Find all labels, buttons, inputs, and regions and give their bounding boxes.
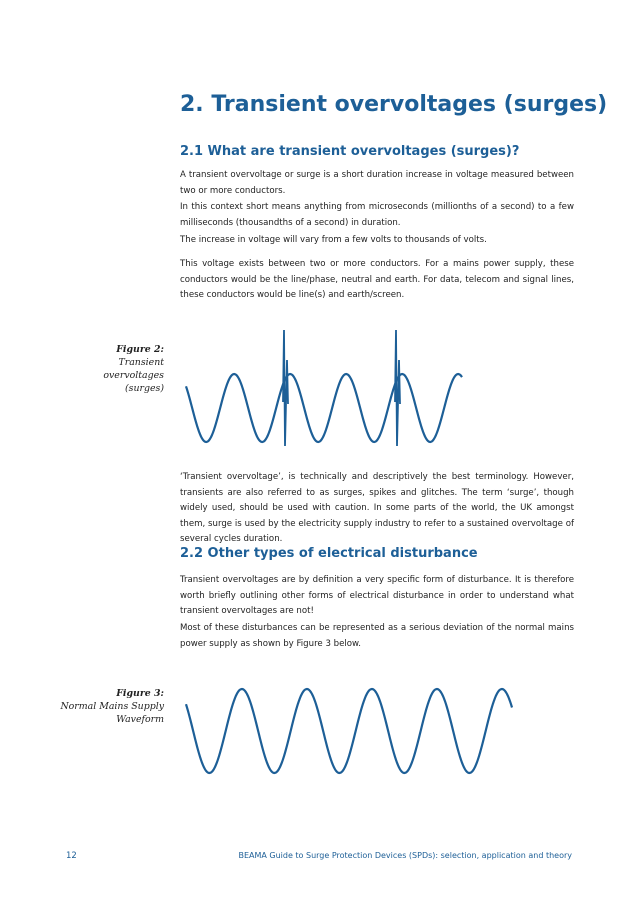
- figure-3-caption-line: Normal Mains Supply: [60, 701, 164, 712]
- figure-3-caption-line: Waveform: [116, 714, 164, 725]
- figure-2-label: Figure 2:: [116, 344, 164, 355]
- page-number: 12: [66, 851, 77, 861]
- figure-2-caption-line: (surges): [124, 383, 164, 394]
- paragraph: This voltage exists between two or more conductors. For a mains power supply, these conductors would be the line/phase, neutral and earth. For data, telecom and signal lines, these conductors would be line(s) and earth/screen.: [180, 259, 574, 300]
- section-2-2-title: 2.2 Other types of electrical disturbance: [180, 546, 478, 561]
- figure-2-caption-line: Transient: [118, 357, 164, 368]
- mains-sine-wave: [186, 689, 512, 773]
- paragraph: A transient overvoltage or surge is a short duration increase in voltage measured between two or more conductors.: [180, 170, 574, 196]
- paragraph: In this context short means anything from microseconds (millionths of a second) to a few milliseconds (thousandths of a second) in duration.: [180, 202, 574, 228]
- figure-3-label: Figure 3:: [116, 688, 164, 699]
- footer-text: BEAMA Guide to Surge Protection Devices (SPDs): selection, application and theory: [238, 851, 572, 860]
- paragraph: Transient overvoltages are by definition a very specific form of disturbance. It is therefore worth briefly outlining other forms of electrical disturbance in order to understand what transient overvoltages are not!: [180, 575, 574, 616]
- paragraph: ‘Transient overvoltage’, is technically and descriptively the best terminology. However, transients are also referred to as surges, spikes and glitches. The term ‘surge’, though widely used, should be used with caution. In some parts of the world, the UK amongst them, surge is used by the electricity supply industry to refer to a sustained overvoltage of several cycles duration.: [180, 472, 574, 544]
- figure-2-caption-line: overvoltages: [103, 370, 164, 381]
- paragraph: The increase in voltage will vary from a few volts to thousands of volts.: [180, 235, 487, 245]
- section-2-1-title: 2.1 What are transient overvoltages (surges)?: [180, 144, 520, 159]
- paragraph: Most of these disturbances can be represented as a serious deviation of the normal mains power supply as shown by Figure 3 below.: [180, 623, 574, 649]
- page-heading: 2. Transient overvoltages (surges): [180, 92, 608, 117]
